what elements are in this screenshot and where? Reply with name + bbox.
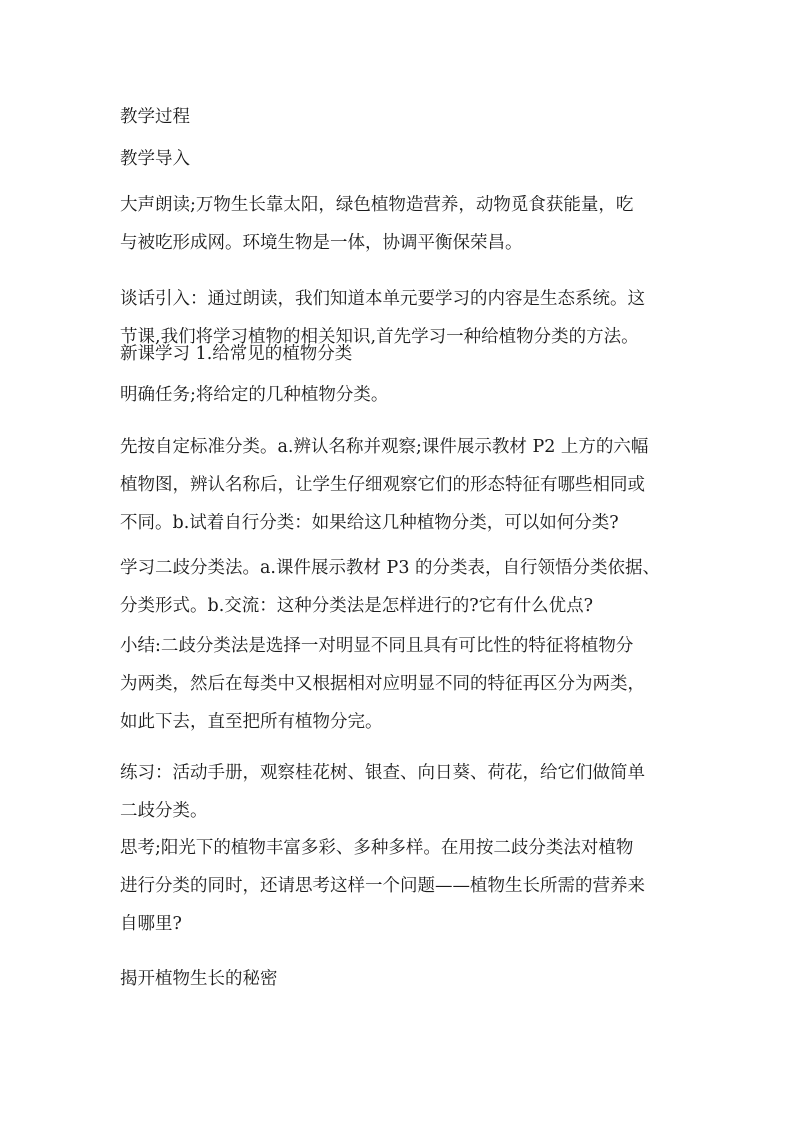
- subtitle-line: 教学导入: [120, 149, 190, 169]
- paragraph-line: 进行分类的同时，还请思考这样一个问题——植物生长所需的营养来: [120, 876, 645, 896]
- paragraph-line: 思考;阳光下的植物丰富多彩、多种多样。在用按二歧分类法对植物: [120, 838, 634, 858]
- paragraph-line: 节课,我们将学习植物的相关知识,首先学习一种给植物分类的方法。: [120, 327, 639, 347]
- paragraph-line: 与被吃形成网。环境生物是一体，协调平衡保荣昌。: [120, 233, 523, 253]
- paragraph-line: 揭开植物生长的秘密: [120, 969, 278, 989]
- document-subtitle: [120, 140, 190, 178]
- paragraph: [120, 186, 680, 262]
- paragraph-line: 小结:二歧分类法是选择一对明显不同且具有可比性的特征将植物分: [120, 636, 634, 656]
- paragraph: [120, 376, 680, 414]
- paragraph-line: 学习二歧分类法。a.课件展示教材 P3 的分类表，自行领悟分类依据、: [120, 558, 661, 578]
- paragraph-line: 为两类，然后在每类中又根据相对应明显不同的特征再区分为两类，: [120, 674, 645, 694]
- paragraph-line: 二歧分类。: [120, 801, 208, 821]
- paragraph-line: 大声朗读;万物生长靠太阳，绿色植物造营养，动物觅食获能量，吃: [120, 195, 634, 215]
- paragraph-line: 新课学习 1.给常见的植物分类: [120, 344, 353, 364]
- title-line: 教学过程: [120, 107, 190, 127]
- document-title: [120, 98, 190, 136]
- paragraph: [120, 335, 680, 373]
- paragraph-line: 分类形式。b.交流：这种分类法是怎样进行的?它有什么优点?: [120, 596, 594, 616]
- paragraph-line: 如此下去，直至把所有植物分完。: [120, 712, 383, 732]
- paragraph-line: 谈话引入：通过朗读，我们知道本单元要学习的内容是生态系统。这: [120, 289, 645, 309]
- paragraph: [120, 549, 680, 625]
- paragraph: [120, 428, 680, 542]
- paragraph-line: 明确任务;将给定的几种植物分类。: [120, 385, 389, 405]
- paragraph: [120, 829, 680, 943]
- paragraph: [120, 754, 680, 830]
- paragraph-line: 植物图，辨认名称后，让学生仔细观察它们的形态特征有哪些相同或: [120, 475, 645, 495]
- paragraph-line: 不同。b.试着自行分类：如果给这几种植物分类，可以如何分类?: [120, 513, 619, 533]
- paragraph-line: 练习：活动手册，观察桂花树、银查、向日葵、荷花，给它们做简单: [120, 763, 645, 783]
- paragraph-line: 自哪里?: [120, 914, 182, 934]
- paragraph-line: 先按自定标准分类。a.辨认名称并观察;课件展示教材 P2 上方的六幅: [120, 437, 649, 457]
- paragraph: [120, 627, 680, 741]
- paragraph: [120, 960, 680, 998]
